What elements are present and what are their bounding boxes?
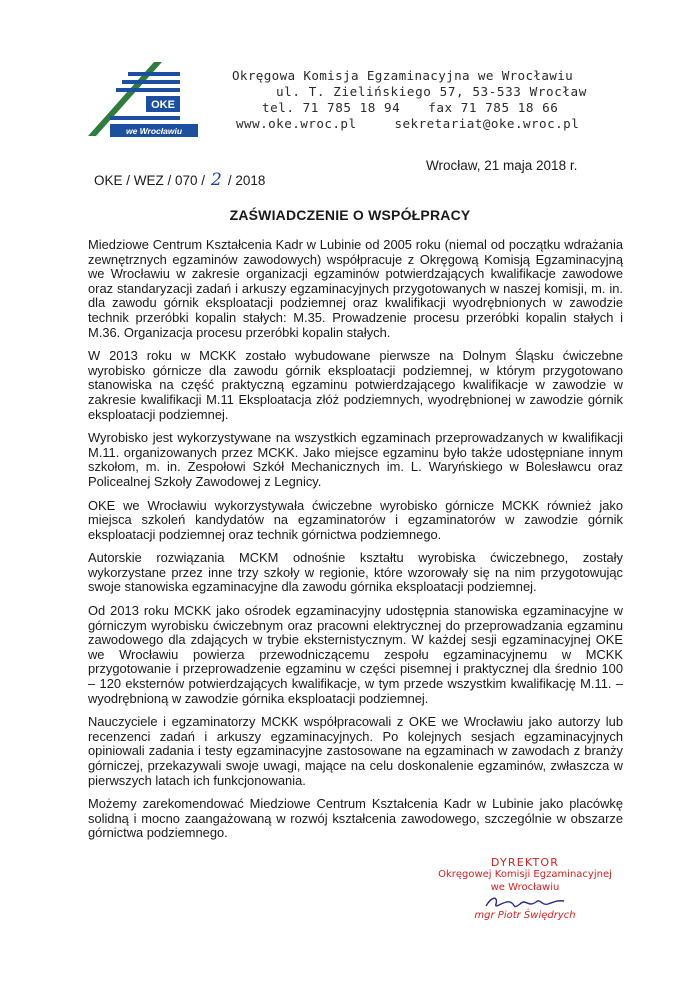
oke-logo [88, 58, 208, 140]
org-fax: fax 71 785 18 66 [428, 100, 559, 115]
city-date: Wrocław, 21 maja 2018 r. [426, 158, 578, 173]
logo-subtext: we Wrocławiu [125, 126, 183, 136]
body-paragraph: Autorskie rozwiązania MCKM odnośnie kształtu wyrobiska ćwiczebnego, zostały wykorzystane przez inne trzy szkoły w regionie, które wzorowały się na nim przygotowując swoje stanowiska egzaminacyjne dla zawodu górnika eksploatacji podziemnej. [88, 550, 623, 595]
body-paragraph: Możemy zarekomendować Miedziowe Centrum Kształcenia Kadr w Lubinie jako placówkę solidną i mocno zaangażowaną w rozwój kształcenia zawodowego, szczególnie w obszarze górnictwa podziemnego. [88, 796, 623, 841]
signature-name: mgr Piotr Świędrych [474, 910, 576, 921]
ref-handwritten-number: 2 [211, 170, 222, 190]
org-phone: tel. 71 785 18 94 [262, 100, 401, 115]
org-address: ul. T. Zielińskiego 57, 53-533 Wrocław [276, 84, 587, 99]
document-title: ZAŚWIADCZENIE O WSPÓŁPRACY [229, 207, 471, 223]
signature-role: DYREKTOR [490, 856, 560, 869]
body-paragraph: W 2013 roku w MCKK zostało wybudowane pierwsze na Dolnym Śląsku ćwiczebne wyrobisko górnicze dla zawodu górnik eksploatacji podziemnej, w którym przygotowano stanowiska na część praktyczną egzaminu potwierdzającego kwalifikacje w zawodzie w zakresie kwalifikacji M.11 Eksploatacja złóż podziemnych, wyodrębnionej w zawodzie górnik eksploatacji podziemnej. [88, 348, 623, 422]
org-name: Okręgowa Komisja Egzaminacyjna we Wrocławiu [232, 68, 574, 83]
logo-text: OKE [151, 99, 175, 111]
document-body [88, 238, 623, 850]
body-paragraph: Od 2013 roku MCKK jako ośrodek egzaminacyjny udostępnia stanowiska egzaminacyjne w górniczym wyrobisku ćwiczebnym oraz pracowni elektrycznej do przeprowadzania egzaminu zawodowego dla zdających w trybie eksternistycznym. W każdej sesji egzaminacyjnej OKE we Wrocławiu powierza przewodniczącemu zespołu egzaminacyjnemu w MCKK przygotowanie i przeprowadzenie egzaminu w części pisemnej i praktycznej dla średnio 100 – 120 eksternów potwierdzających kwalifikacje, w tym przede wszystkim kwalifikację M.11. – wyodrębnioną w zawodzie górnika eksploatacji podziemnej. [88, 603, 623, 706]
org-website-link[interactable]: www.oke.wroc.pl [236, 116, 357, 131]
body-paragraph: Wyrobisko jest wykorzystywane na wszystkich egzaminach przeprowadzanych w kwalifikacji M.11. organizowanych przez MCKK. Jako miejsce egzaminu było także udostępniane innym szkołom, m. in. Zespołowi Szkół Mechanicznych im. L. Waryńskiego w Bolesławcu oraz Policealnej Szkoły Zawodowej z Legnicy. [88, 430, 623, 489]
oke-logo-graphic [88, 58, 208, 140]
reference-number [94, 170, 265, 190]
ref-suffix: / 2018 [227, 173, 266, 188]
letterhead-contact [232, 68, 617, 132]
org-email-link[interactable]: sekretariat@oke.wroc.pl [394, 116, 580, 131]
ref-prefix: OKE / WEZ / 070 / [94, 173, 206, 188]
body-paragraph: Nauczyciele i egzaminatorzy MCKK współpracowali z OKE we Wrocławiu jako autorzy lub recenzenci zadań i arkuszy egzaminacyjnych. Po kolejnych sesjach egzaminacyjnych opiniowali zadania i testy egzaminacyjne zastosowane na egzaminach w zawodach z branży górniczej, przekazywali swoje uwagi, mające na celu doskonalenie egzaminów, zwłaszcza w pierwszych latach ich funkcjonowania. [88, 714, 623, 788]
signature-org-line1: Okręgowej Komisji Egzaminacyjnej [438, 869, 612, 880]
body-paragraph: OKE we Wrocławiu wykorzystywała ćwiczebne wyrobisko górnicze MCKK również jako miejsca szkoleń kandydatów na egzaminatorów i egzaminatorów w zawodzie górnik eksploatacji podziemnej oraz technik górnictwa podziemnego. [88, 497, 623, 542]
signature-org-line2: we Wrocławiu [490, 881, 560, 893]
signature-stamp [430, 856, 620, 921]
body-paragraph: Miedziowe Centrum Kształcenia Kadr w Lubinie od 2005 roku (niemal od początku wdrażania zewnętrznych egzaminów zawodowych) współpracuje z Okręgową Komisją Egzaminacyjną we Wrocławiu w zakresie organizacji egzaminów potwierdzających kwalifikacje zawodowe oraz standaryzacji zadań i arkuszy egzaminacyjnych przygotowanych w naszej komisji, m. in. dla zawodu górnik eksploatacji podziemnej oraz kwalifikacji wyodrębnionych w zawodzie technik przeróbki kopalin stałych: M.35. Prowadzenie procesu przeróbki kopalin stałych i M.36. Organizacja procesu przeróbki kopalin stałych. [88, 237, 623, 340]
